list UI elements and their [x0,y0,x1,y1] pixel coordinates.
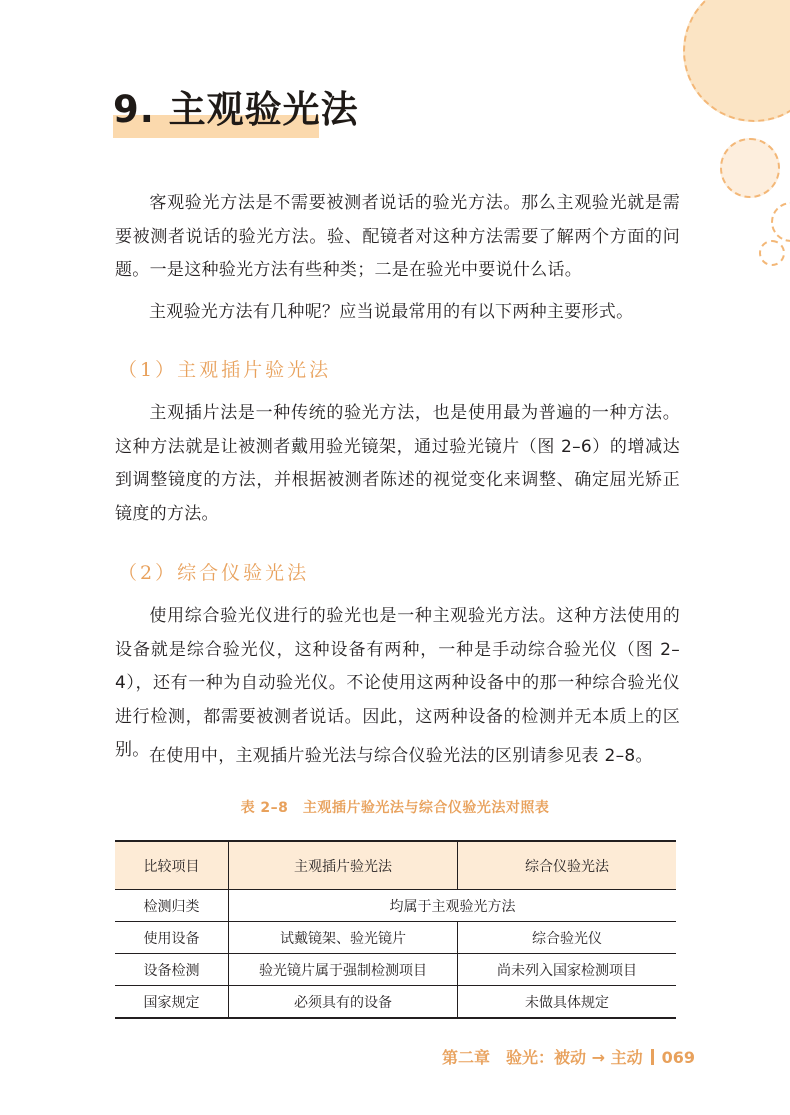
table-header-row [115,841,676,890]
subheading-1: （1）主观插片验光法 [118,359,332,381]
table-row [115,922,676,954]
table-cell: 必须具有的设备 [229,986,458,1019]
table-header-cell: 比较项目 [115,841,229,890]
table-cell: 尚未列入国家检测项目 [458,954,677,986]
footer-separator [651,1049,654,1065]
page-footer [442,1045,695,1068]
table-cell: 验光镜片属于强制检测项目 [229,954,458,986]
table-cell: 试戴镜架、验光镜片 [229,922,458,954]
page-number: 069 [661,1048,695,1067]
table-cell-item: 检测归类 [115,890,229,922]
decorative-circle-medium [720,138,780,198]
table-reference-paragraph [115,740,680,774]
table-header-cell: 综合仪验光法 [458,841,677,890]
table-cell-item: 使用设备 [115,922,229,954]
sub1-text: 主观插片法是一种传统的验光方法，也是使用最为普遍的一种方法。这种方法就是让被测者戴用验光镜架，通过验光镜片（图 2–6）的增减达到调整镜度的方法，并根据被测者陈述的视觉变化来调整、确定屈光矫正镜度的方法。 [115,403,680,524]
subheading-2: （2）综合仪验光法 [118,562,310,584]
decorative-circle-small [771,202,790,242]
section-title-block [113,88,359,132]
section-title: 9. 主观验光法 [113,88,359,131]
table-reference-text: 在使用中，主观插片验光法与综合仪验光法的区别请参见表 2–8。 [149,746,653,766]
table-cell-merged: 均属于主观验光方法 [229,890,677,922]
table-row [115,890,676,922]
decorative-circle-large [683,0,790,122]
table-row [115,954,676,986]
chapter-label: 第二章 验光：被动 → 主动 [442,1048,643,1067]
table-cell: 未做具体规定 [458,986,677,1019]
comparison-table [115,840,676,1019]
sub1-paragraph [115,397,680,531]
table-cell: 综合验光仪 [458,922,677,954]
intro-text-1: 客观验光方法是不需要被测者说话的验光方法。那么主观验光就是需要被测者说话的验光方法。验、配镜者对这种方法需要了解两个方面的问题。一是这种验光方法有些种类；二是在验光中要说什么话。 [115,193,680,280]
intro-paragraph-1 [115,187,680,288]
intro-text-2: 主观验光方法有几种呢？应当说最常用的有以下两种主要形式。 [149,302,634,322]
intro-paragraph-2 [115,296,680,330]
table-cell-item: 国家规定 [115,986,229,1019]
table-caption: 表 2–8 主观插片验光法与综合仪验光法对照表 [240,800,550,816]
decorative-circle-tiny [759,240,785,266]
table-cell-item: 设备检测 [115,954,229,986]
table-header-cell: 主观插片验光法 [229,841,458,890]
table-row [115,986,676,1019]
sub2-text: 使用综合验光仪进行的验光也是一种主观验光方法。这种方法使用的设备就是综合验光仪，这种设备有两种，一种是手动综合验光仪（图 2–4），还有一种为自动验光仪。不论使用这两种设备中的那一种综合验光仪进行检测，都需要被测者说话。因此，这两种设备的检测并无本质上的区别。 [115,606,680,760]
